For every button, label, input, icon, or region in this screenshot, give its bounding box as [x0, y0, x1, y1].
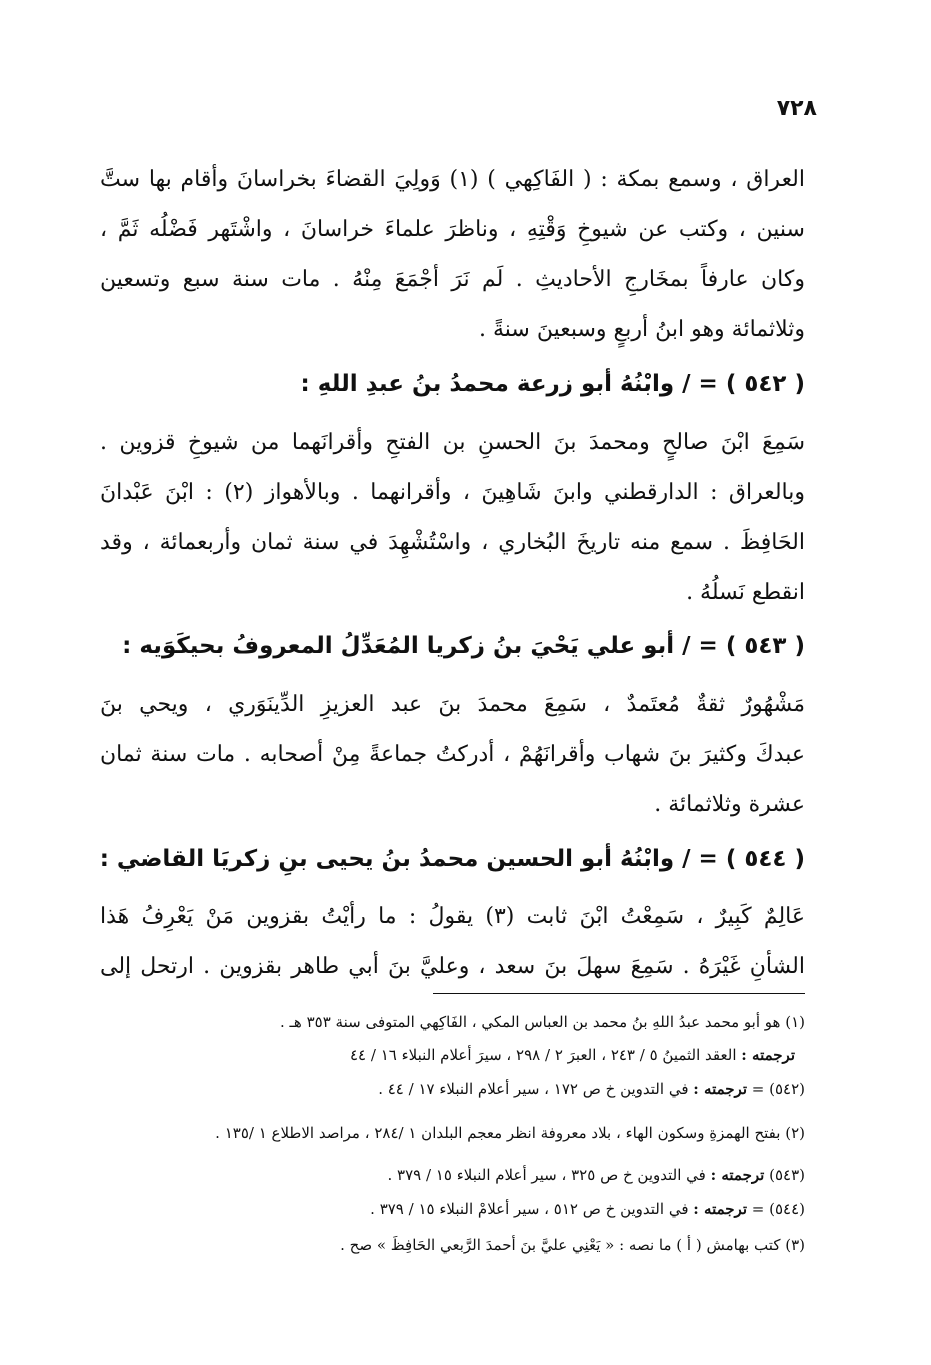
footnote-separator: [433, 993, 805, 994]
text-line: مَشْهُورٌ ثقةٌ مُعتَمدٌ ، سَمِعَ محمدَ بنَ عبد العزيزِ الدِّينَوَري ، ويحي بنَ: [100, 692, 805, 717]
footnote-3: (٣) كتب بهامش ( أ ) ما نصه : « يَعْنِي عليَّ بنَ أحمدَ الرَّبعي الحَافِظَ » صح .: [340, 1236, 805, 1254]
footnote-text: في التدوين خ ص ٣٢٥ ، سير أعلام النبلاء ١٥ / ٣٧٩ .: [387, 1166, 711, 1184]
book-page: [99, 0, 817, 1365]
text-line: وكان عارفاً بمخَارجِ الأحاديثِ . لَم نَرَ أجْمَعَ مِنْهُ . مات سنة سبع وتسعين: [100, 267, 805, 292]
footnote-number: (٥٤٤) =: [747, 1200, 805, 1218]
footnote-label: ترجمته :: [693, 1080, 747, 1098]
footnote-text: في التدوين خ ص ٥١٢ ، سير أعلامْ النبلاء ١٥ / ٣٧٩ .: [370, 1200, 694, 1218]
page-number: ٧٢٨: [776, 96, 817, 121]
paragraph-543: [100, 680, 805, 830]
paragraph-intro: [100, 155, 805, 355]
entry-heading-543: ( ٥٤٣ ) = / أبو علي يَحْيَ بنُ زكريا المُعَدِّلُ المعروفُ بحيكَوَيه :: [122, 633, 805, 659]
text-line: الحَافِظَ . سمع منه تاريخَ البُخاري ، واسْتُشْهِدَ في سنة ثمان وأربعمائة ، وقد: [100, 530, 805, 555]
footnote-1: (١) هو أبو محمد عبدُ اللهِ بنُ محمد بن العباس المكي ، الفَاكِهي المتوفى سنة ٣٥٣ هـ .: [279, 1013, 805, 1031]
text-line: الشأنِ غَيْرَهُ . سَمِعَ سهلَ بنَ سعد ، وعليَّ بنَ أبي طاهر بقزوين . ارتحل إلى: [100, 954, 805, 979]
footnote-text: العقد الثمينُ ٥ / ٢٤٣ ، العبرَ ٢ / ٢٩٨ ، سيرَ أعلام النبلاء ١٦ / ٤٤: [350, 1046, 742, 1064]
footnote-label: ترجمته :: [710, 1166, 765, 1184]
text-line: عَالِمٌ كَبِيرٌ ، سَمِعْتُ ابْنَ ثابت (٣) يقولُ : ما رأيْتُ بقزوين مَنْ يَعْرِفُ هَذا: [100, 904, 805, 929]
footnote-544: [100, 1192, 805, 1226]
paragraph-544: [100, 892, 805, 992]
paragraph-542: [100, 418, 805, 618]
footnote-543: [100, 1158, 805, 1192]
entry-heading-542: ( ٥٤٢ ) = / وابْنُهُ أبو زرعة محمدُ بنُ عبدِ اللهِ :: [300, 371, 805, 397]
text-line: عشرة وثلاثمائة .: [654, 792, 805, 817]
footnote-label: ترجمته :: [741, 1046, 795, 1064]
text-line: سَمِعَ ابْنَ صالحٍ ومحمدَ بنَ الحسنِ بن الفتحِ وأقرانَهما من شيوخِ قزوين .: [100, 430, 805, 455]
footnote-number: (٥٤٣): [764, 1166, 805, 1184]
text-line: وبالعراق : الدارقطني وابنَ شَاهِينَ ، وأقرانهما . وبالأهواز (٢) : ابْنَ عَبْدانَ: [100, 480, 805, 505]
footnote-2: (٢) بفتح الهمزةِ وسكون الهاء ، بلاد معروفة انظر معجم البلدان ١ /٢٨٤ ، مراصد الاطلاع ١ /١٣٥ .: [215, 1124, 805, 1142]
footnote-text: في التدوين خ ص ١٧٢ ، سير أعلام النبلاء ١٧ / ٤٤ .: [378, 1080, 694, 1098]
text-line: وثلاثمائة وهو ابنُ أربعٍ وسبعينَ سنةً .: [479, 317, 805, 342]
text-line: عبدكَ وكثيرَ بنَ شهاب وأقرانَهُمْ ، أدركتُ جماعةً مِنْ أصحابه . مات سنة ثمان: [100, 742, 805, 767]
text-line: سنين ، وكتب عن شيوخِ وَقْتِهِ ، وناظرَ علماءَ خراسانَ ، واشْتَهر فَضْلُه ثَمَّ ،: [100, 217, 805, 242]
footnote-number: (٥٤٢) =: [747, 1080, 805, 1098]
footnote-1-sources: [90, 1038, 795, 1072]
footnote-label: ترجمته :: [693, 1200, 747, 1218]
entry-heading-544: ( ٥٤٤ ) = / وابْنُهُ أبو الحسين محمدُ بنُ يحيى بنِ زكريَا القاضي :: [99, 846, 805, 872]
footnote-542: [100, 1072, 805, 1106]
text-line: العراق ، وسمع بمكة : ( الفَاكِهي ) (١) وَولِيَ القضاءَ بخراسانَ وأقام بها ستَّ: [100, 167, 805, 192]
text-line: انقطع نَسلُهُ .: [686, 580, 805, 605]
